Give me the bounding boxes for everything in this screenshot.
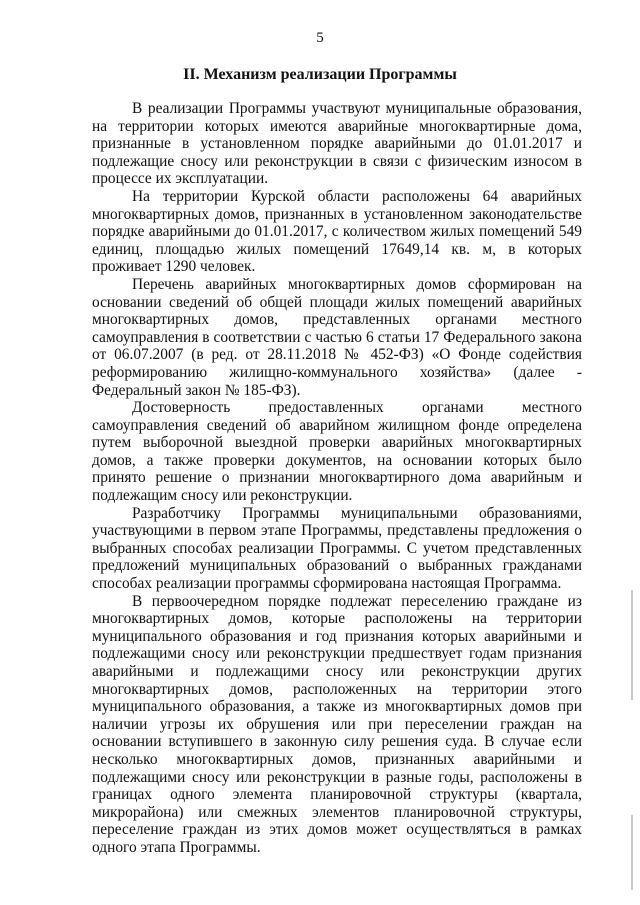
section-title: II. Механизм реализации Программы bbox=[183, 66, 457, 83]
scan-edge-mark bbox=[631, 815, 633, 890]
paragraph-data-verification: Достоверность предоставленных органами местного самоуправления сведений об аварийном жилищном фонде определена путем выборочной выездной проверки аварийных многоквартирных домов, а также проверки документов, на основании которых было принято решение о признании многоквартирного дома аварийным и подлежащим сносу или реконструкции. bbox=[92, 399, 582, 505]
scan-edge-mark bbox=[631, 590, 633, 700]
paragraph-priority-resettlement: В первоочередном порядке подлежат переселению граждане из многоквартирных домов, которые расположены на территории муниципального образования и год признания которых аварийными и подлежащими сносу или реконструкции предшествует годам признания аварийными и подлежащими сносу или реконструкции других многоквартирных домов, расположенных на территории этого муниципального образования, а также из многоквартирных домов при наличии угрозы их обрушения или при переселении граждан на основании вступившего в законную силу решения суда. В случае если несколько многоквартирных домов, признанных аварийными и подлежащими сносу или реконструкции в разные годы, расположены в границах одного элемента планировочной структуры (квартала, микрорайона) или смежных элементов планировочной структуры, переселение граждан из этих домов может осуществляться в рамках одного этапа Программы. bbox=[92, 592, 582, 856]
paragraph-list-formation: Перечень аварийных многоквартирных домов сформирован на основании сведений об общей площади жилых помещений аварийных многоквартирных домов, представленных органами местного самоуправления в соответствии с частью 6 статьи 17 Федерального закона от 06.07.2007 (в ред. от 28.11.2018 № 452-ФЗ) «О Фонде содействия реформированию жилищно-коммунального хозяйства» (далее - Федеральный закон № 185-ФЗ). bbox=[92, 275, 582, 399]
paragraph-kursk-statistics: На территории Курской области расположены 64 аварийных многоквартирных домов, признанных в установленном законодательстве порядке аварийными до 01.01.2017, с количеством жилых помещений 549 единиц, площадью жилых помещений 17649,14 кв. м, в которых проживает 1290 человек. bbox=[92, 187, 582, 276]
paragraph-municipal-proposals: Разработчику Программы муниципальными образованиями, участвующими в первом этапе Программы, представлены предложения о выбранных способах реализации Программы. С учетом представленных предложений муниципальных образований о выбранных гражданами способах реализации программы сформирована настоящая Программа. bbox=[92, 504, 582, 593]
document-body bbox=[92, 100, 582, 857]
page-number: 5 bbox=[316, 30, 324, 46]
paragraph-participants: В реализации Программы участвуют муниципальные образования, на территории которых имеются аварийные многоквартирные дома, признанные в установленном порядке аварийными до 01.01.2017 и подлежащие сносу или реконструкции в связи с физическим износом в процессе их эксплуатации. bbox=[92, 100, 582, 188]
